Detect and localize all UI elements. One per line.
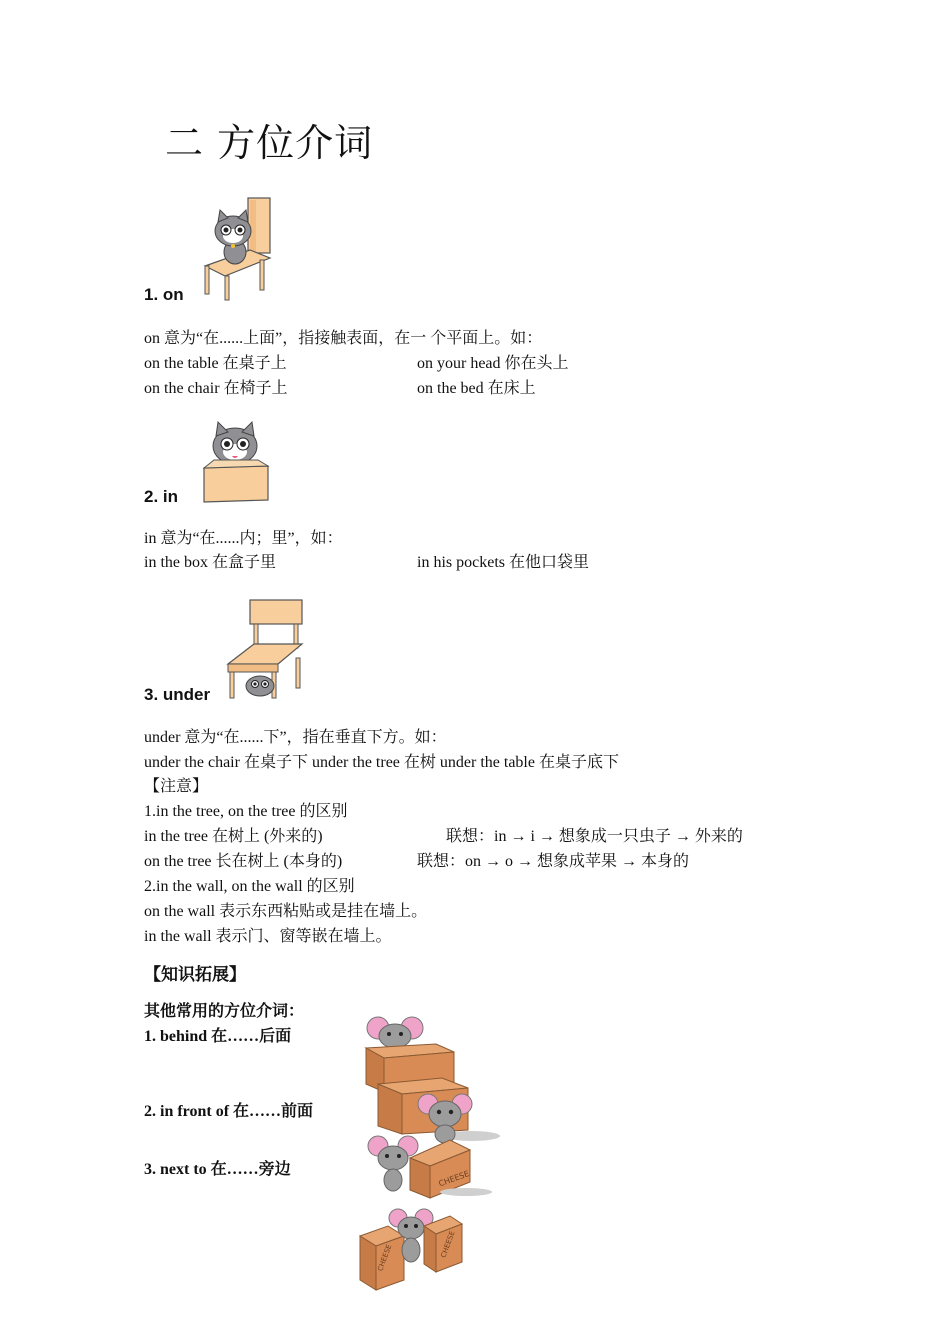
section-heading-on: 1. on <box>144 285 184 304</box>
extension-heading: 【知识拓展】 <box>144 965 246 985</box>
on-example-1b: on your head 你在头上 <box>417 355 569 372</box>
note-item1-a-association: 联想：in → i → 想象成一只虫子 → 外来的 <box>446 828 743 845</box>
note-item1-b: on the tree 长在树上 (本身的) <box>144 853 343 870</box>
cheese-label: CHEESE <box>437 1169 471 1189</box>
extension-item-in-front-of: 2. in front of 在……前面 <box>144 1103 314 1120</box>
note-item1-title: 1.in the tree, on the tree 的区别 <box>144 803 348 820</box>
note-item1-a: in the tree 在树上 (外来的) <box>144 828 323 845</box>
on-description: on 意为“在......上面”，指接触表面，在一 个平面上。如： <box>144 330 543 347</box>
note-item2-b: in the wall 表示门、窗等嵌在墙上。 <box>144 928 392 945</box>
on-example-2b: on the bed 在床上 <box>417 380 536 397</box>
cat-under-chair-illustration <box>224 598 306 702</box>
on-example-1a: on the table 在桌子上 <box>144 355 287 372</box>
on-example-2a: on the chair 在椅子上 <box>144 380 288 397</box>
note-item2-a: on the wall 表示东西粘贴或是挂在墙上。 <box>144 903 428 920</box>
cat-in-box-illustration <box>202 420 272 504</box>
page-title: 二 方位介词 <box>165 121 374 165</box>
under-examples: under the chair 在桌子下 under the tree 在树 under the table 在桌子底下 <box>144 754 619 771</box>
note-item1-b-association: 联想：on → o → 想象成苹果 → 本身的 <box>417 853 690 870</box>
cheese-label-left: CHEESE <box>376 1243 394 1273</box>
cat-on-chair-illustration <box>200 196 275 302</box>
section-heading-in: 2. in <box>144 487 179 506</box>
mouse-next-to-box-illustration <box>366 1134 496 1200</box>
cheese-label-right: CHEESE <box>439 1229 457 1259</box>
in-example-1a: in the box 在盒子里 <box>144 554 276 571</box>
mouse-between-boxes-illustration <box>358 1206 470 1294</box>
extension-subtitle: 其他常用的方位介词： <box>144 1003 305 1020</box>
under-description: under 意为“在......下”，指在垂直下方。如： <box>144 729 447 746</box>
note-item2-title: 2.in the wall, on the wall 的区别 <box>144 878 355 895</box>
extension-item-behind: 1. behind 在……后面 <box>144 1028 292 1045</box>
note-label: 【注意】 <box>144 778 209 795</box>
section-heading-under: 3. under <box>144 685 211 704</box>
in-description: in 意为“在......内；里”，如： <box>144 530 343 547</box>
extension-item-next-to: 3. next to 在……旁边 <box>144 1161 291 1178</box>
in-example-1b: in his pockets 在他口袋里 <box>417 554 589 571</box>
